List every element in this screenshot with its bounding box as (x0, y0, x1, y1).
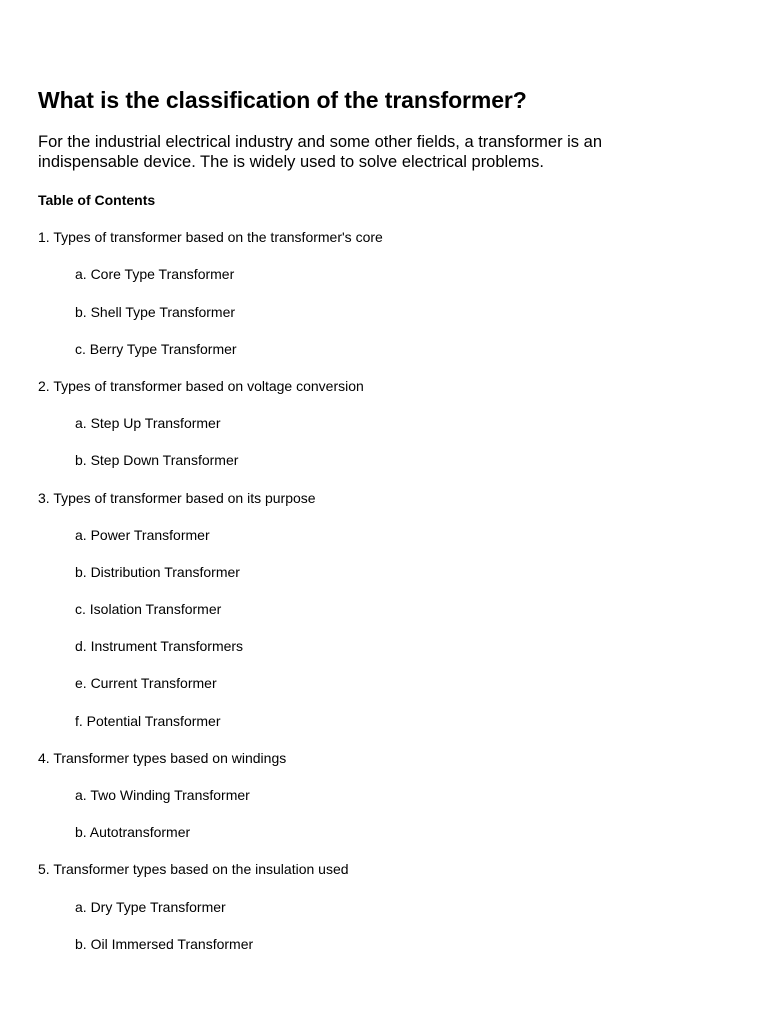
toc-subitem: b. Oil Immersed Transformer (75, 935, 254, 952)
toc-subitem: b. Shell Type Transformer (75, 303, 236, 320)
page-title: What is the classification of the transformer? (38, 87, 527, 113)
toc-subitem: b. Autotransformer (75, 824, 191, 841)
toc-section-item: 4. Transformer types based on windings (38, 749, 287, 766)
toc-section-item: 2. Types of transformer based on voltage conversion (38, 377, 364, 394)
toc-subitem: f. Potential Transformer (75, 712, 221, 729)
toc-subitem: a. Power Transformer (75, 526, 210, 543)
toc-subitem: e. Current Transformer (75, 675, 217, 692)
toc-subitem: a. Dry Type Transformer (75, 898, 226, 915)
toc-heading: Table of Contents (38, 192, 156, 208)
toc-subitem: b. Step Down Transformer (75, 452, 239, 469)
toc-subitem: a. Step Up Transformer (75, 415, 221, 432)
toc-subitem: b. Distribution Transformer (75, 563, 240, 580)
toc-subitem: c. Isolation Transformer (75, 601, 222, 618)
toc-subitem: a. Two Winding Transformer (75, 787, 250, 803)
toc-subitem: c. Berry Type Transformer (75, 340, 237, 357)
table-of-contents (38, 227, 738, 954)
toc-subitem: a. Core Type Transformer (75, 266, 235, 283)
toc-section-item: 1. Types of transformer based on the transformer's core (38, 229, 383, 246)
intro-paragraph: For the industrial electrical industry and some other fields, a transformer is an indispensable device. The is widely used to solve electrical problems. (38, 133, 602, 171)
toc-section-item: 5. Transformer types based on the insulation used (38, 861, 349, 878)
toc-subitem: d. Instrument Transformers (75, 638, 244, 655)
toc-section-item: 3. Types of transformer based on its purpose (38, 489, 316, 506)
document-page (38, 84, 738, 954)
